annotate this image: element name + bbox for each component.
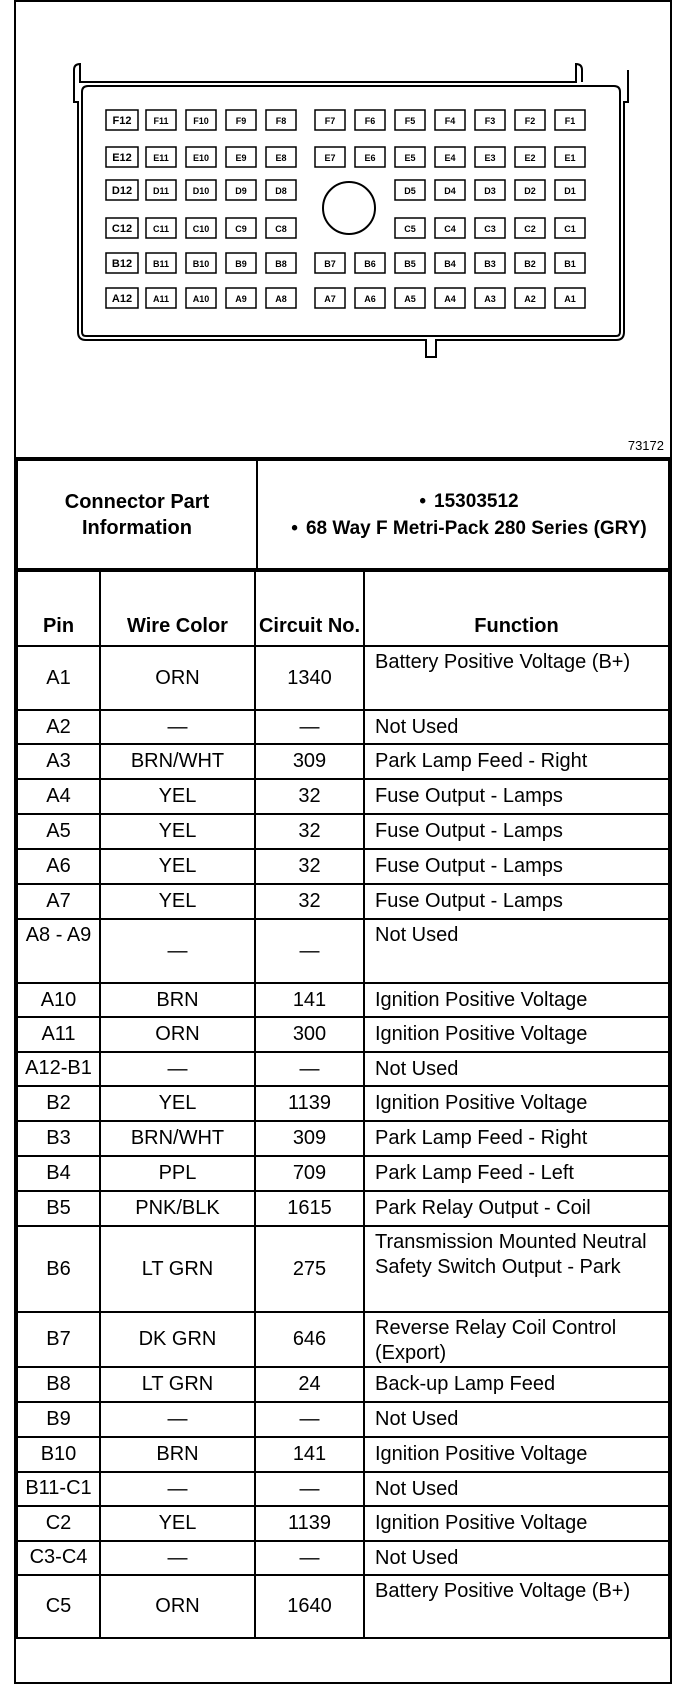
pin-label: D10 [192, 186, 210, 196]
pin-label: F7 [324, 116, 336, 126]
pin-cell: A4 [17, 779, 100, 814]
connector-face-drawing [16, 2, 670, 457]
pin-cell: B11-C1 [17, 1472, 100, 1506]
table-row [17, 1506, 669, 1541]
function-cell: Park Relay Output - Coil [364, 1191, 669, 1226]
pin-label: B9 [235, 259, 247, 269]
wire-color-cell: YEL [100, 814, 255, 849]
wire-color-cell: BRN [100, 983, 255, 1017]
table-row [17, 983, 669, 1017]
function-cell: Not Used [364, 1472, 669, 1506]
table-row [17, 1191, 669, 1226]
header-function: Function [364, 571, 669, 646]
pin-label: E5 [404, 153, 416, 163]
circuit-cell: 1340 [255, 646, 364, 710]
pin-label: A2 [524, 294, 536, 304]
pin-label: A11 [152, 294, 170, 304]
wire-color-cell: ORN [100, 1575, 255, 1638]
circuit-cell: 1640 [255, 1575, 364, 1638]
circuit-cell: 32 [255, 884, 364, 919]
table-row [17, 1121, 669, 1156]
wire-color-cell: ORN [100, 1017, 255, 1052]
pin-label: F6 [364, 116, 376, 126]
pin-label: D5 [404, 186, 416, 196]
pin-label: B2 [524, 259, 536, 269]
wire-color-cell: YEL [100, 884, 255, 919]
function-cell: Not Used [364, 1541, 669, 1575]
function-cell: Back-up Lamp Feed [364, 1367, 669, 1402]
function-cell: Not Used [364, 1402, 669, 1437]
wire-color-cell: YEL [100, 849, 255, 884]
function-cell: Battery Positive Voltage (B+) [364, 1575, 669, 1638]
wire-color-cell: — [100, 710, 255, 744]
table-row [17, 1052, 669, 1086]
circuit-cell: — [255, 1472, 364, 1506]
pin-label: C1 [564, 224, 576, 234]
function-cell: Fuse Output - Lamps [364, 779, 669, 814]
pin-label: A4 [444, 294, 456, 304]
pin-label: B8 [275, 259, 287, 269]
pin-label: E12 [112, 152, 132, 164]
pin-label: E6 [364, 153, 376, 163]
wire-color-cell: LT GRN [100, 1367, 255, 1402]
circuit-cell: 24 [255, 1367, 364, 1402]
connector-housing-outline [74, 64, 628, 357]
function-cell: Ignition Positive Voltage [364, 1017, 669, 1052]
wire-color-cell: LT GRN [100, 1226, 255, 1312]
pin-label: F5 [404, 116, 416, 126]
function-cell: Not Used [364, 1052, 669, 1086]
pin-label: D12 [111, 185, 133, 197]
pin-label: D4 [444, 186, 456, 196]
circuit-cell: 141 [255, 1437, 364, 1472]
wire-color-cell: PNK/BLK [100, 1191, 255, 1226]
pin-label: A3 [484, 294, 496, 304]
pin-label: B11 [152, 259, 170, 269]
table-row [17, 1541, 669, 1575]
pin-label: E4 [444, 153, 456, 163]
connector-info-values [257, 460, 669, 569]
pin-label: E3 [484, 153, 496, 163]
pin-cell: B10 [17, 1437, 100, 1472]
circuit-cell: 275 [255, 1226, 364, 1312]
circuit-cell: — [255, 919, 364, 983]
table-row [17, 1226, 669, 1312]
function-cell: Ignition Positive Voltage [364, 983, 669, 1017]
pinout-rows [17, 646, 669, 1638]
table-row [17, 1437, 669, 1472]
pin-label: D11 [152, 186, 170, 196]
pin-label: C10 [192, 224, 210, 234]
wire-color-cell: YEL [100, 779, 255, 814]
pin-label: C5 [404, 224, 416, 234]
pin-label: B3 [484, 259, 496, 269]
pin-label: A9 [235, 294, 247, 304]
wire-color-cell: BRN/WHT [100, 1121, 255, 1156]
wire-color-cell: — [100, 1052, 255, 1086]
pin-label: F12 [112, 115, 132, 127]
wire-color-cell: — [100, 1541, 255, 1575]
function-cell: Park Lamp Feed - Left [364, 1156, 669, 1191]
pin-label: F9 [235, 116, 247, 126]
part-number: • 15303512 [288, 490, 668, 513]
wire-color-cell: — [100, 1402, 255, 1437]
table-row [17, 1156, 669, 1191]
pin-label: E9 [235, 153, 247, 163]
table-row [17, 646, 669, 710]
pin-label: F8 [275, 116, 287, 126]
header-circuit-no: Circuit No. [255, 571, 364, 646]
pin-cell: A1 [17, 646, 100, 710]
wire-color-cell: ORN [100, 646, 255, 710]
pin-label: E2 [524, 153, 536, 163]
connector-sheet [14, 0, 672, 1684]
pin-cell: B7 [17, 1312, 100, 1367]
pin-cell: A5 [17, 814, 100, 849]
function-cell: Not Used [364, 710, 669, 744]
circuit-cell: 1139 [255, 1506, 364, 1541]
pin-label: F11 [153, 116, 169, 126]
table-row [17, 1086, 669, 1121]
pin-cell: A3 [17, 744, 100, 779]
table-row [17, 1402, 669, 1437]
pin-cell: A10 [17, 983, 100, 1017]
circuit-cell: 1615 [255, 1191, 364, 1226]
connector-info-table [16, 459, 670, 570]
circuit-cell: 32 [255, 814, 364, 849]
table-row [17, 1472, 669, 1506]
function-cell: Ignition Positive Voltage [364, 1437, 669, 1472]
function-cell: Park Lamp Feed - Right [364, 744, 669, 779]
pin-cell: A11 [17, 1017, 100, 1052]
pin-label: D3 [484, 186, 496, 196]
pin-label: A7 [324, 294, 336, 304]
pin-cell: B2 [17, 1086, 100, 1121]
table-row [17, 814, 669, 849]
wire-color-cell: DK GRN [100, 1312, 255, 1367]
table-row [17, 919, 669, 983]
pin-label: C8 [275, 224, 287, 234]
pin-label: D8 [275, 186, 287, 196]
pin-label: E7 [324, 153, 336, 163]
connector-info-label: Connector Part Information [17, 460, 257, 569]
table-row [17, 1575, 669, 1638]
pin-label: E8 [275, 153, 287, 163]
function-cell: Transmission Mounted Neutral Safety Switch Output - Park [364, 1226, 669, 1312]
pin-label: A1 [564, 294, 576, 304]
pin-label: F10 [193, 116, 209, 126]
circuit-cell: — [255, 1052, 364, 1086]
circuit-cell: — [255, 1541, 364, 1575]
header-pin: Pin [17, 571, 100, 646]
pin-label: B10 [192, 259, 210, 269]
pin-label: F2 [524, 116, 536, 126]
pin-cell: A7 [17, 884, 100, 919]
pin-label: C3 [484, 224, 496, 234]
table-row [17, 779, 669, 814]
pin-label: A12 [111, 293, 133, 305]
circuit-cell: — [255, 1402, 364, 1437]
circuit-cell: 300 [255, 1017, 364, 1052]
pin-cell: B9 [17, 1402, 100, 1437]
pin-cell: B3 [17, 1121, 100, 1156]
circuit-cell: 141 [255, 983, 364, 1017]
circuit-cell: 32 [255, 779, 364, 814]
table-row [17, 1367, 669, 1402]
connector-description: • 68 Way F Metri-Pack 280 Series (GRY) [288, 517, 668, 540]
function-cell: Not Used [364, 919, 669, 983]
pinout-table [16, 570, 670, 1639]
function-cell: Park Lamp Feed - Right [364, 1121, 669, 1156]
table-row [17, 744, 669, 779]
pin-cell: B4 [17, 1156, 100, 1191]
wire-color-cell: PPL [100, 1156, 255, 1191]
function-cell: Fuse Output - Lamps [364, 884, 669, 919]
table-row [17, 710, 669, 744]
pin-label: C12 [111, 223, 133, 235]
circuit-cell: 709 [255, 1156, 364, 1191]
table-row [17, 884, 669, 919]
function-cell: Ignition Positive Voltage [364, 1506, 669, 1541]
pin-cell: C3-C4 [17, 1541, 100, 1575]
pin-label: C4 [444, 224, 456, 234]
pin-label: B7 [324, 259, 336, 269]
wire-color-cell: YEL [100, 1086, 255, 1121]
pin-cell: C5 [17, 1575, 100, 1638]
pin-label: A10 [192, 294, 210, 304]
function-cell: Fuse Output - Lamps [364, 814, 669, 849]
pin-label: B4 [444, 259, 456, 269]
pin-label: C9 [235, 224, 247, 234]
wire-color-cell: — [100, 919, 255, 983]
pin-label: B12 [111, 258, 133, 270]
pin-label: D2 [524, 186, 536, 196]
pin-label: A8 [275, 294, 287, 304]
header-wire-color: Wire Color [100, 571, 255, 646]
table-row [17, 849, 669, 884]
circuit-cell: 309 [255, 1121, 364, 1156]
pin-cell: B5 [17, 1191, 100, 1226]
pin-cell: A6 [17, 849, 100, 884]
pin-label: D9 [235, 186, 247, 196]
circuit-cell: 309 [255, 744, 364, 779]
pin-label: A6 [364, 294, 376, 304]
pin-label: B1 [564, 259, 576, 269]
pin-label: C11 [152, 224, 170, 234]
pin-cell: B8 [17, 1367, 100, 1402]
figure-number: 73172 [627, 438, 664, 453]
circuit-cell: 646 [255, 1312, 364, 1367]
wire-color-cell: — [100, 1472, 255, 1506]
circuit-cell: 1139 [255, 1086, 364, 1121]
pin-label: B5 [404, 259, 416, 269]
pin-label: E10 [192, 153, 210, 163]
table-row [17, 1312, 669, 1367]
connector-diagram [16, 2, 670, 459]
pin-label: E11 [153, 153, 169, 163]
pin-label: B6 [364, 259, 376, 269]
pin-label: D1 [564, 186, 576, 196]
pin-label: F1 [564, 116, 576, 126]
circuit-cell: — [255, 710, 364, 744]
function-cell: Fuse Output - Lamps [364, 849, 669, 884]
pin-cell: B6 [17, 1226, 100, 1312]
table-row [17, 1017, 669, 1052]
pin-label: F3 [484, 116, 496, 126]
pin-label: E1 [564, 153, 576, 163]
wire-color-cell: BRN [100, 1437, 255, 1472]
function-cell: Reverse Relay Coil Control (Export) [364, 1312, 669, 1367]
function-cell: Battery Positive Voltage (B+) [364, 646, 669, 710]
pin-cell: A8 - A9 [17, 919, 100, 983]
function-cell: Ignition Positive Voltage [364, 1086, 669, 1121]
connector-center-post [323, 182, 375, 234]
wire-color-cell: YEL [100, 1506, 255, 1541]
pin-cell: C2 [17, 1506, 100, 1541]
wire-color-cell: BRN/WHT [100, 744, 255, 779]
pin-label: C2 [524, 224, 536, 234]
pin-label: F4 [444, 116, 456, 126]
circuit-cell: 32 [255, 849, 364, 884]
pin-cell: A12-B1 [17, 1052, 100, 1086]
pin-label: A5 [404, 294, 416, 304]
pin-cell: A2 [17, 710, 100, 744]
